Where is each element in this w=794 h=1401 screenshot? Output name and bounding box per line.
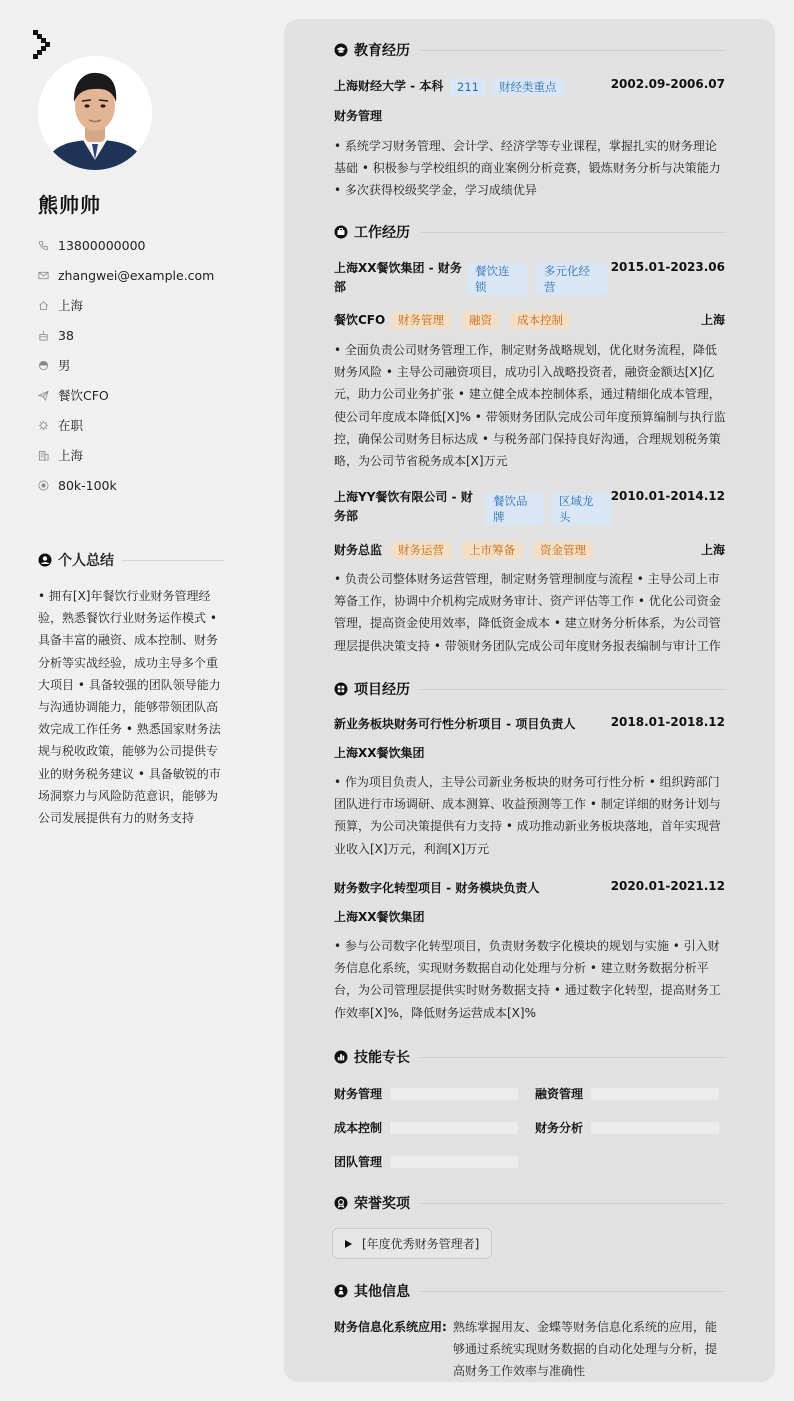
- status-icon: [38, 420, 49, 431]
- summary-heading: [38, 550, 224, 570]
- project-org: 上海XX餐饮集团: [334, 746, 425, 760]
- graduation-cap-icon: [334, 43, 348, 57]
- other-label: 财务信息化系统应用:: [334, 1320, 447, 1334]
- skill-name: 财务分析: [535, 1121, 584, 1135]
- info-salary-text: 80k-100k: [58, 477, 117, 493]
- user-circle-icon: [38, 553, 52, 567]
- job-tag: 餐饮品牌: [485, 493, 543, 525]
- skill-name: 成本控制: [334, 1121, 383, 1135]
- education-divider: [420, 50, 726, 51]
- work-title: 工作经历: [354, 225, 410, 241]
- info-city-text: 上海: [58, 448, 84, 463]
- education-date: 2002.09-2006.07: [610, 77, 725, 91]
- job-date: 2010.01-2014.12: [610, 489, 725, 503]
- other-heading: [334, 1281, 726, 1301]
- skill-item: [334, 1085, 518, 1102]
- skills-divider: [420, 1057, 726, 1058]
- info-phone-text: 13800000000: [58, 237, 146, 253]
- education-heading: [334, 40, 726, 60]
- job-skill-tag: 财务运营: [391, 542, 451, 559]
- skills-title: 技能专长: [354, 1050, 410, 1066]
- main-content-card: [284, 19, 775, 1382]
- job-company: 上海YY餐饮有限公司 - 财务部: [334, 490, 473, 523]
- job-skill-tag: 资金管理: [533, 542, 593, 559]
- skill-item: [535, 1119, 719, 1136]
- info-age: [38, 320, 214, 350]
- skill-item: [535, 1085, 719, 1102]
- job-skill-tag: 成本控制: [510, 312, 570, 329]
- job-role: 财务总监: [334, 543, 383, 557]
- education-title: 教育经历: [354, 43, 410, 59]
- project-description: • 作为项目负责人，主导公司新业务板块的财务可行性分析 • 组织跨部门团队进行市场调研、成本测算、收益预测等工作 • 制定详细的财务计划与预算，为公司决策提供有力支持 • 成功推动新业务板块落地，首年实现营业收入[X]万元，利润[X]万元: [334, 775, 721, 856]
- education-description: • 系统学习财务管理、会计学、经济学等专业课程，掌握扎实的财务理论基础 • 积极参与学校组织的商业案例分析竞赛，锻炼财务分析与决策能力: [334, 139, 721, 176]
- job-role: 餐饮CFO: [334, 313, 386, 327]
- projects-heading: [334, 679, 726, 699]
- age-icon: [38, 330, 49, 341]
- info-status: [38, 410, 214, 440]
- job-tag: 餐饮连锁: [467, 263, 527, 295]
- info-position: [38, 380, 214, 410]
- project-date: 2020.01-2021.12: [610, 879, 725, 893]
- job-tag: 多元化经营: [536, 263, 608, 295]
- work-heading: [334, 222, 726, 242]
- skill-item: [334, 1119, 518, 1136]
- job-city: 上海: [700, 543, 725, 557]
- job-city: 上海: [700, 313, 725, 327]
- project-date: 2018.01-2018.12: [610, 715, 725, 729]
- skill-bar-track: [591, 1122, 719, 1134]
- job-skill-tag: 融资: [462, 312, 499, 329]
- awards-heading: [334, 1193, 726, 1213]
- project-org: 上海XX餐饮集团: [334, 910, 425, 924]
- briefcase-icon: [334, 225, 348, 239]
- summary-title: 个人总结: [58, 553, 114, 569]
- job-description: • 全面负责公司财务管理工作，制定财务战略规划，优化财务流程，降低财务风险 • 主导公司融资项目，成功引入战略投资者，融资金额达[X]亿元，助力公司业务扩张 • 建立健全成本控制体系，通过精细化成本管理，使公司年度成本降低[X]% • 带领财务团队完成公司年度预算编制与执行监控，确保公司财务目标达成 • 与税务部门保持良好沟通，合理规划税务策略，为公司节省税务成本[X]万元: [334, 343, 726, 469]
- contact-info-list: [38, 230, 214, 500]
- avatar-portrait-icon: [38, 56, 152, 170]
- education-major: 财务管理: [334, 109, 383, 123]
- awards-divider: [420, 1203, 726, 1204]
- info-status-text: 在职: [58, 418, 84, 433]
- education-tag: 211: [450, 78, 486, 96]
- gender-icon: [38, 360, 49, 371]
- job-tag: 区域龙头: [551, 493, 611, 525]
- skill-bar-track: [390, 1088, 518, 1100]
- education-school: 上海财经大学 - 本科: [334, 79, 444, 93]
- skills-heading: [334, 1047, 726, 1067]
- summary-text: • 拥有[X]年餐饮行业财务管理经验，熟悉餐饮行业财务运作模式 • 具备丰富的融资、成本控制、财务分析等实战经验，成功主导多个重大项目 • 具备较强的团队领导能力与沟通协调能力，能够带领团队高效完成工作任务 • 熟悉国家财务法规与税收政策，能够为公司提供专业的财务税务建议 • 具备敏锐的市场洞察力与风险防范意识，能够为公司发展提供有力的财务支持: [38, 589, 221, 826]
- info-location: [38, 290, 214, 320]
- info-phone: [38, 230, 214, 260]
- home-icon: [38, 300, 49, 311]
- info-city: [38, 440, 214, 470]
- job-description: • 负责公司整体财务运营管理，制定财务管理制度与流程 • 主导公司上市筹备工作，协调中介机构完成财务审计、资产评估等工作 • 优化公司资金管理，提高资金使用效率，降低资金成本 • 建立财务分析体系，为公司管理层提供决策支持 • 带领财务团队完成公司年度财务报表编制与审计工作: [334, 572, 721, 653]
- skill-bar-track: [390, 1122, 518, 1134]
- info-location-text: 上海: [58, 298, 84, 313]
- info-email: [38, 260, 214, 290]
- play-triangle-icon: [345, 1240, 352, 1248]
- award-item-toggle[interactable]: [332, 1228, 492, 1259]
- summary-divider: [122, 560, 224, 561]
- candidate-name: 熊帅帅: [38, 193, 101, 217]
- skill-name: 团队管理: [334, 1155, 383, 1169]
- job-company: 上海XX餐饮集团 - 财务部: [334, 261, 462, 294]
- bar-chart-icon: [334, 1050, 348, 1064]
- project-description: • 参与公司数字化转型项目，负责财务数字化模块的规划与实施 • 引入财务信息化系统，实现财务数据自动化处理与分析 • 建立财务数据分析平台，为公司管理层提供实时财务数据支持 • 通过数字化转型，提高财务工作效率[X]%，降低财务运营成本[X]%: [334, 939, 721, 1020]
- job-skill-tag: 上市筹备: [462, 542, 522, 559]
- skill-item: [334, 1153, 518, 1170]
- award-item-label: [年度优秀财务管理者]: [362, 1237, 480, 1251]
- phone-icon: [38, 240, 49, 251]
- info-salary: [38, 470, 214, 500]
- avatar: [38, 56, 152, 170]
- info-position-text: 餐饮CFO: [58, 388, 109, 403]
- award-medal-icon: [334, 1196, 348, 1210]
- chevron-logo-icon: [33, 30, 53, 60]
- building-icon: [38, 450, 49, 461]
- skill-name: 融资管理: [535, 1087, 584, 1101]
- send-icon: [38, 390, 49, 401]
- skill-name: 财务管理: [334, 1087, 383, 1101]
- work-divider: [420, 232, 726, 233]
- projects-divider: [420, 689, 726, 690]
- education-description-2: • 多次获得校级奖学金，学习成绩优异: [334, 183, 537, 197]
- other-divider: [420, 1291, 726, 1292]
- sidebar: [0, 0, 270, 1401]
- info-email-text: zhangwei@example.com: [58, 267, 215, 283]
- project-name: 财务数字化转型项目 - 财务模块负责人: [334, 881, 540, 895]
- awards-title: 荣誉奖项: [354, 1196, 410, 1212]
- info-age-text: 38: [58, 327, 74, 343]
- projects-title: 项目经历: [354, 682, 410, 698]
- info-gender: [38, 350, 214, 380]
- skill-bar-track: [390, 1156, 518, 1168]
- info-gender-text: 男: [58, 358, 71, 373]
- users-icon: [334, 1284, 348, 1298]
- job-skill-tag: 财务管理: [391, 312, 451, 329]
- mail-icon: [38, 270, 49, 281]
- grid-icon: [334, 682, 348, 696]
- project-name: 新业务板块财务可行性分析项目 - 项目负责人: [334, 717, 576, 731]
- other-text: 熟练掌握用友、金蝶等财务信息化系统的应用，能够通过系统实现财务数据的自动化处理与分析，提高财务工作效率与准确性: [453, 1320, 718, 1379]
- other-title: 其他信息: [354, 1284, 410, 1300]
- job-date: 2015.01-2023.06: [610, 260, 725, 274]
- salary-icon: [38, 480, 49, 491]
- skill-bar-track: [591, 1088, 719, 1100]
- education-tag: 财经类重点: [492, 78, 564, 96]
